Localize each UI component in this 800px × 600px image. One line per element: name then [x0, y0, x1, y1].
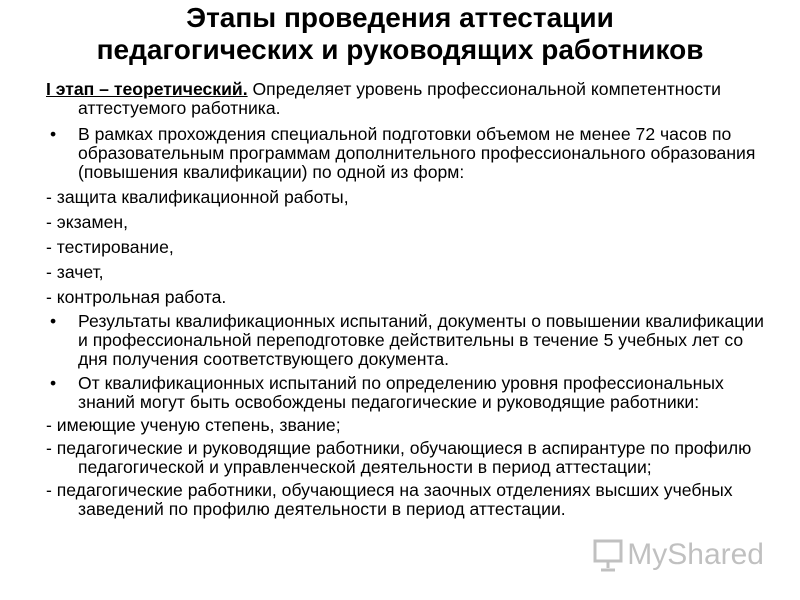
stage-paragraph: [46, 80, 774, 118]
bullet-text: От квалификационных испытаний по определению уровня профессиональных знаний могут быть освобождены педагогические и руководящие работники:: [78, 373, 724, 412]
bullet-mark: •: [50, 124, 57, 144]
exempt-item: - педагогические работники, обучающиеся на заочных отделениях высших учебных заведений по профилю деятельности в период аттестации.: [46, 480, 733, 519]
slide-body: [46, 80, 774, 519]
slide-title-line-2: педагогических и руководящих работников: [96, 34, 704, 65]
bullet-mark: •: [50, 311, 57, 331]
bullet-item: [46, 312, 774, 369]
form-item: - экзамен,: [46, 212, 128, 232]
watermark-logo: [593, 538, 764, 572]
bullet-item: [46, 125, 774, 182]
form-item: - зачет,: [46, 262, 104, 282]
bullet-item: [46, 374, 774, 412]
bullet-text: В рамках прохождения специальной подготовки объемом не менее 72 часов по образовательным программам дополнительного профессионального образования (повышения квалификации) по одной из форм:: [78, 124, 756, 182]
presentation-screen-icon: [593, 538, 623, 572]
exempt-item: - педагогические и руководящие работники, обучающиеся в аспирантуре по профилю педагогической и управленческой деятельности в период аттестации;: [46, 438, 752, 477]
bullet-mark: •: [50, 373, 57, 393]
form-item: - контрольная работа.: [46, 287, 227, 307]
watermark-text: MyShared: [627, 538, 764, 571]
bullet-text: Результаты квалификационных испытаний, документы о повышении квалификации и профессиональной переподготовке действительны в течение 5 учебных лет со дня получения соответствующего документа.: [78, 311, 764, 369]
form-item: - защита квалификационной работы,: [46, 187, 349, 207]
stage-text: Определяет уровень профессиональной компетентности аттестуемого работника.: [78, 79, 721, 118]
stage-heading: I этап – теоретический.: [46, 79, 248, 99]
form-item: - тестирование,: [46, 237, 174, 257]
slide-title: [0, 2, 800, 66]
slide-title-line-1: Этапы проведения аттестации: [186, 2, 614, 33]
exempt-item: - имеющие ученую степень, звание;: [46, 415, 341, 435]
